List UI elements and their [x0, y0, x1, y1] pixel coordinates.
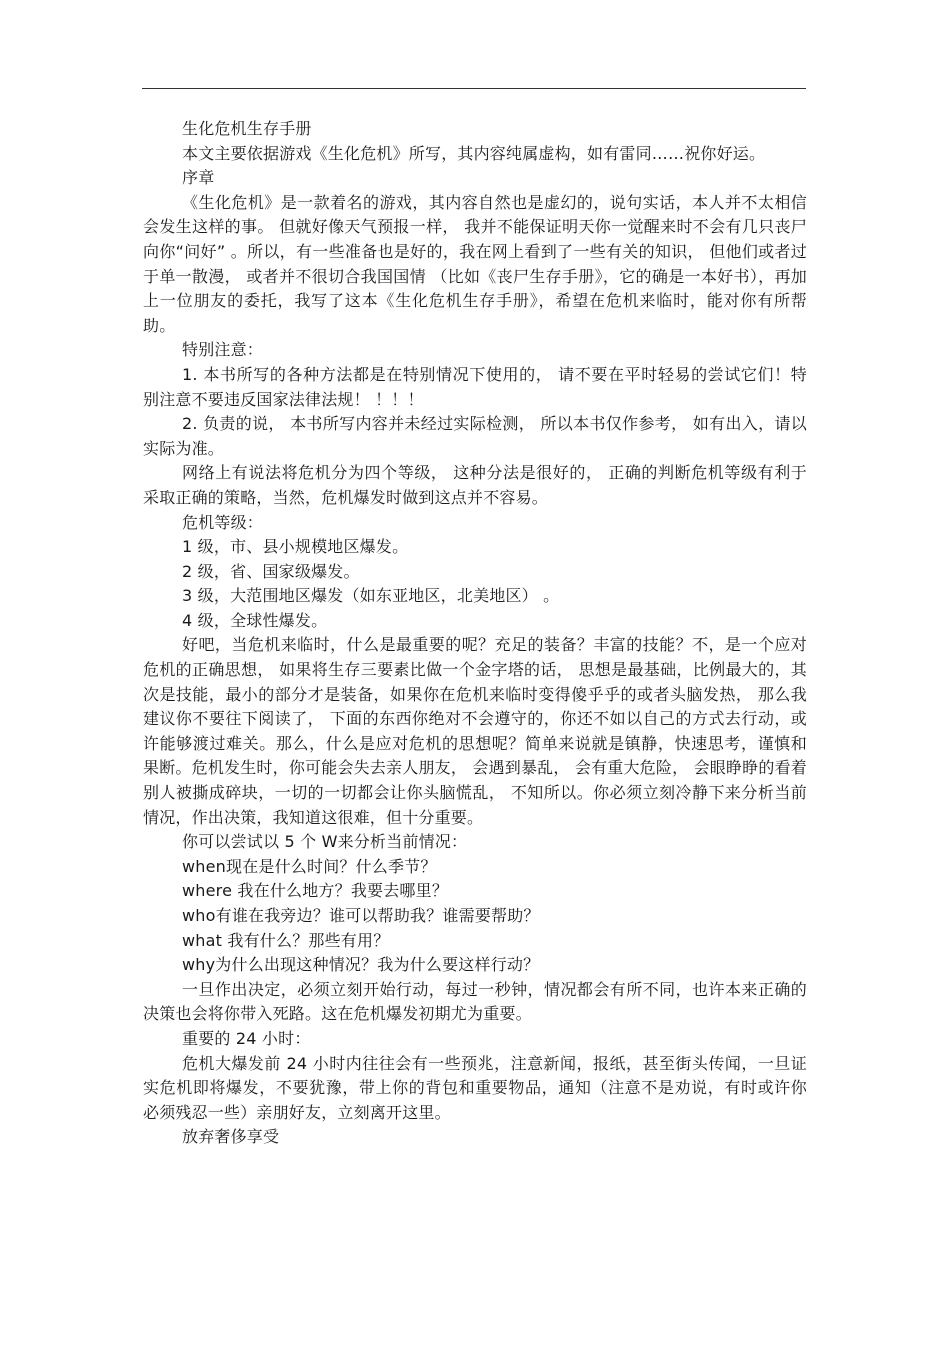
mindset-paragraph: 好吧，当危机来临时，什么是最重要的呢？充足的装备？丰富的技能？不，是一个应对危机的正确思想， 如果将生存三要素比做一个金字塔的话， 思想是最基础，比例最大的，其次是技能，最小的部分才是装备，如果你在危机来临时变得傻乎乎的或者头脑发热， 那么我建议你不要往下阅读了， 下面的东西你绝对不会遵守的，你还不如以自己的方式去行动，或许能够渡过难关。那么，什么是应对危机的思想呢？简单来说就是镇静，快速思考，谨慎和果断。危机发生时，你可能会失去亲人朋友， 会遇到暴乱， 会有重大危险， 会眼睁睁的看着别人被撕成碎块，一切的一切都会让你头脑慌乱， 不知所以。你必须立刻冷静下来分析当前情况，作出决策，我知道这很难，但十分重要。: [143, 635, 807, 827]
crisis-level-2: 2 级，省、国家级爆发。: [182, 561, 360, 581]
section-heading-preface: 序章: [182, 168, 215, 188]
preface-paragraph: 《生化危机》是一款着名的游戏，其内容自然也是虚幻的，说句实话，本人并不太相信会发生这样的事。 但就好像天气预报一样， 我并不能保证明天你一觉醒来时不会有几只丧尸向你“问好” 。所以，有一些准备也是好的，我在网上看到了一些有关的知识， 但他们或者过于单一散漫， 或者并不很切合我国国情 （比如《丧尸生存手册》，它的确是一本好书），再加上一位朋友的委托，我写了这本《生化危机生存手册》，希望在危机来临时，能对你有所帮助。: [143, 192, 807, 335]
five-w-why: why为什么出现这种情况？我为什么要这样行动？: [182, 955, 540, 975]
document-title: 生化危机生存手册: [182, 119, 312, 138]
crisis-level-1: 1 级，市、县小规模地区爆发。: [182, 537, 409, 557]
five-w-intro: 你可以尝试以 5 个 W来分析当前情况：: [182, 832, 468, 852]
crisis-level-3: 3 级，大范围地区爆发（如东亚地区，北美地区） 。: [182, 586, 560, 606]
five-w-what: what 我有什么？那些有用？: [182, 930, 390, 950]
header-rule: [142, 88, 806, 89]
five-w-who: who有谁在我旁边？谁可以帮助我？谁需要帮助？: [182, 906, 540, 925]
notice-item-1: 1. 本书所写的各种方法都是在特别情况下使用的， 请不要在平时轻易的尝试它们！特别注意不要违反国家法律法规！ ！！！: [143, 364, 807, 409]
five-w-when: when现在是什么时间？什么季节？: [182, 856, 437, 876]
section-heading-notice: 特别注意：: [182, 340, 264, 360]
section-heading-give-up-luxury: 放弃奢侈享受: [182, 1127, 280, 1147]
document-body: [143, 117, 807, 1150]
twenty-four-hours-paragraph: 危机大爆发前 24 小时内往往会有一些预兆，注意新闻，报纸，甚至街头传闻，一旦证实危机即将爆发，不要犹豫，带上你的背包和重要物品，通知（注意不是劝说，有时或许你必须残忍一些）亲朋好友，立刻离开这里。: [143, 1053, 807, 1122]
section-heading-24-hours: 重要的 24 小时：: [182, 1028, 311, 1048]
crisis-level-4: 4 级，全球性爆发。: [182, 610, 328, 630]
five-w-where: where 我在什么地方？我要去哪里？: [182, 881, 449, 901]
crisis-levels-intro: 网络上有说法将危机分为四个等级， 这种分法是很好的， 正确的判断危机等级有利于采取正确的策略，当然，危机爆发时做到这点并不容易。: [143, 463, 807, 507]
section-heading-crisis-levels: 危机等级：: [182, 512, 264, 532]
act-quickly-paragraph: 一旦作出决定，必须立刻开始行动，每过一秒钟，情况都会有所不同，也许本来正确的决策也会将你带入死路。这在危机爆发初期尤为重要。: [143, 979, 807, 1024]
intro-paragraph: 本文主要依据游戏《生化危机》所写，其内容纯属虚构，如有雷同……祝你好运。: [182, 143, 766, 163]
notice-item-2: 2. 负责的说， 本书所写内容并未经过实际检测， 所以本书仅作参考， 如有出入，请以实际为准。: [143, 414, 807, 458]
